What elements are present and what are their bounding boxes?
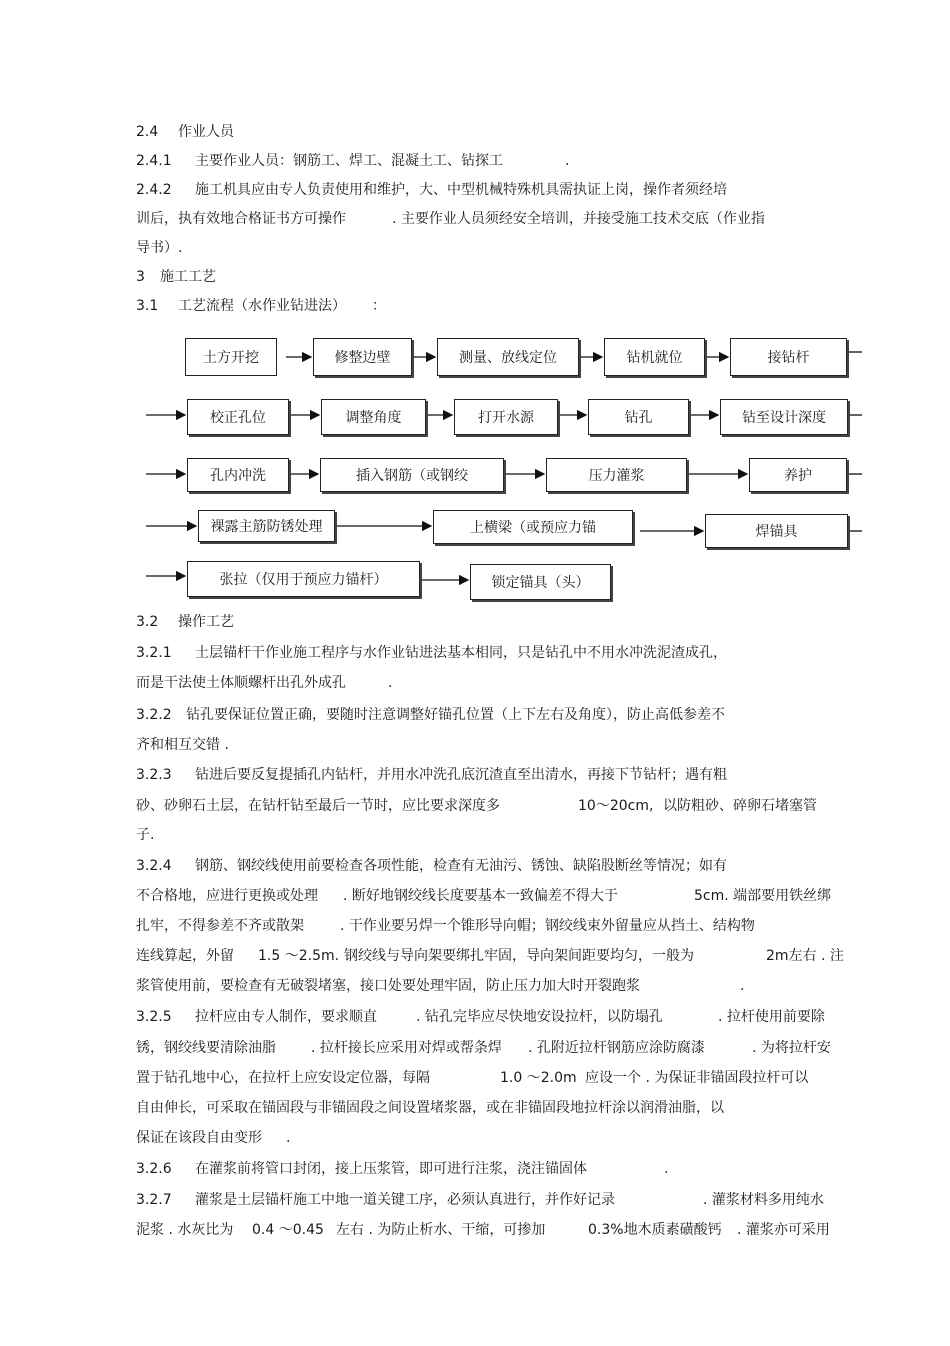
section-3-2-4-line4b: 1.5 ～2.5m. [258,948,340,964]
section-3-2-7-line2d: 0.3%地木质素磺酸钙 [588,1222,722,1238]
section-3-2-3-line2a: 砂、砂卵石土层，在钻杆钻至最后一节时，应比要求深度多 [136,798,500,814]
section-3-title: 施工工艺 [160,269,216,285]
section-3-2-4-line4a: 连线算起，外留 [136,948,234,964]
section-3-2-5-line5a: 保证在该段自由变形 [136,1130,262,1146]
section-3-2-5-line1c: . 拉杆使用前要除 [718,1009,825,1025]
section-3-2-7-line2a: 泥浆 . 水灰比为 [136,1222,234,1238]
section-3-number: 3 [136,269,145,285]
section-3-2-5-line2d: . 为将拉杆安 [752,1040,831,1056]
flow-box-curing: 养护 [749,458,847,492]
section-3-2-7-line1b: . 灌浆材料多用纯水 [703,1192,824,1208]
section-3-2-5-number: 3.2.5 [136,1009,172,1025]
section-2-4-1-end: . [565,153,570,169]
section-3-2-1-line2b: . [388,675,393,691]
section-3-2-5-line3a: 置于钻孔地中心，在拉杆上应安设定位器，每隔 [136,1070,430,1086]
section-3-2-3-line2c: 以防粗砂、碎卵石堵塞管 [663,798,817,814]
section-3-2-title: 操作工艺 [178,614,234,630]
section-3-2-1-number: 3.2.1 [136,645,172,661]
flow-box-earthwork-excavation: 土方开挖 [185,338,277,376]
section-3-2-2-line2: 齐和相互交错 . [136,737,229,753]
section-3-2-4-line2c: 5cm. 端部要用铁丝绑 [694,888,832,904]
section-3-2-number: 3.2 [136,614,159,630]
flow-box-trim-slope-wall: 修整边壁 [313,338,412,376]
section-3-2-5-line2b: . 拉杆接长应采用对焊或帮条焊 [311,1040,502,1056]
section-3-2-6-number: 3.2.6 [136,1161,172,1177]
section-3-2-4-line1: 钢筋、钢绞线使用前要检查各项性能，检查有无油污、锈蚀、缺陷股断丝等情况；如有 [195,858,727,874]
section-3-2-2-line1: 钻孔要保证位置正确，要随时注意调整好锚孔位置（上下左右及角度），防止高低参差不 [186,707,725,723]
flow-box-tensioning: 张拉（仅用于预应力锚杆） [187,561,420,597]
section-2-4-1-text: 主要作业人员：钢筋工、焊工、混凝土工、钻探工 [195,153,503,169]
flow-box-correct-hole-position: 校正孔位 [187,399,289,435]
section-3-2-5-line2c: . 孔附近拉杆钢筋应涂防腐漆 [528,1040,705,1056]
section-3-2-3-line3: 子. [136,827,155,843]
section-3-2-5-line2a: 锈，钢绞线要清除油脂 [136,1040,276,1056]
section-3-2-7-number: 3.2.7 [136,1192,172,1208]
section-3-2-5-line1b: . 钻孔完毕应尽快地安设拉杆，以防塌孔 [416,1009,663,1025]
section-3-2-7-line2e: . 灌浆亦可采用 [737,1222,830,1238]
flow-box-drill-to-design-depth: 钻至设计深度 [720,399,848,435]
flow-box-insert-rebar: 插入钢筋（或钢绞 [320,458,504,492]
section-3-2-4-line2a: 不合格地，应进行更换或处理 [136,888,318,904]
flow-box-hole-flushing: 孔内冲洗 [187,458,289,492]
section-2-4-2-number: 2.4.2 [136,182,172,198]
section-2-4-number: 2.4 [136,124,159,140]
flow-box-pressure-grouting: 压力灌浆 [546,458,687,492]
section-3-2-4-line3b: . 干作业要另焊一个锥形导向帽；钢绞线束外留量应从挡土、结构物 [340,918,755,934]
section-3-2-4-line5a: 浆管使用前，要检查有无破裂堵塞，接口处要处理牢固，防止压力加大时开裂跑浆 [136,978,640,994]
section-3-2-5-line4: 自由伸长，可采取在锚固段与非锚固段之间设置堵浆器，或在非锚固段地拉杆涂以润滑油脂，以 [136,1100,724,1116]
section-3-2-5-line3c: 应设一个 . 为保证非锚固段拉杆可以 [585,1070,809,1086]
flow-box-top-beam: 上横梁（或预应力锚 [433,510,633,544]
section-2-4-1-number: 2.4.1 [136,153,172,169]
flow-box-survey-layout: 测量、放线定位 [437,338,579,376]
section-3-2-7-line2b: 0.4 ～0.45 [252,1222,324,1238]
section-3-2-7-line2c: 左右 . 为防止析水、干缩，可掺加 [336,1222,546,1238]
section-3-2-5-line5b: . [286,1130,291,1146]
section-3-2-4-line3a: 扎牢，不得参差不齐或散架 [136,918,304,934]
flow-box-lock-anchor-head: 锁定锚具（头） [470,564,611,600]
flow-box-drilling: 钻孔 [588,399,689,435]
section-3-2-3-line1: 钻进后要反复提插孔内钻杆，并用水冲洗孔底沉渣直至出清水，再接下节钻杆；遇有粗 [195,767,727,783]
section-3-1-number: 3.1 [136,298,159,314]
section-2-4-2-line3: 导书）. [136,240,183,256]
section-3-2-5-line1a: 拉杆应由专人制作，要求顺直 [195,1009,377,1025]
section-2-4-title: 作业人员 [178,124,234,140]
flow-box-drill-positioning: 钻机就位 [604,338,705,376]
section-3-1-title: 工艺流程（水作业钻进法） [178,298,346,314]
section-3-2-1-line1: 土层锚杆干作业施工程序与水作业钻进法基本相同，只是钻孔中不用水冲洗泥渣成孔， [195,645,727,661]
section-3-2-4-line4d: 2m左右 . 注 [766,948,844,964]
section-3-2-1-line2a: 而是干法使土体顺螺杆出孔外成孔 [136,675,346,691]
section-3-2-4-line2b: . 断好地钢绞线长度要基本一致偏差不得大于 [343,888,618,904]
section-3-1-end: ： [372,298,386,314]
flow-box-adjust-angle: 调整角度 [321,399,426,435]
flow-box-weld-anchor: 焊锚具 [705,514,848,548]
section-3-2-4-line5b: . [740,978,745,994]
section-2-4-2-line2b: . 主要作业人员须经安全培训，并接受施工技术交底（作业指 [392,211,765,227]
section-3-2-7-line1a: 灌浆是土层锚杆施工中地一道关键工序，必须认真进行，并作好记录 [195,1192,615,1208]
section-3-2-6-line1a: 在灌浆前将管口封闭，接上压浆管，即可进行注浆，浇注锚固体 [195,1161,587,1177]
section-3-2-3-number: 3.2.3 [136,767,172,783]
flow-box-open-water-source: 打开水源 [454,399,558,435]
section-3-2-4-line4c: 钢绞线与导向架要绑扎牢固，导向架间距要均匀，一般为 [344,948,694,964]
section-2-4-2-line2a: 训后，执有效地合格证书方可操作 [136,211,346,227]
section-3-2-3-line2b: 10～20cm, [578,798,654,814]
section-3-2-5-line3b: 1.0 ～2.0m [500,1070,577,1086]
section-3-2-6-line1b: . [664,1161,669,1177]
flow-box-rust-proofing: 裸露主筋防锈处理 [198,510,335,542]
section-3-2-4-number: 3.2.4 [136,858,172,874]
section-2-4-2-line1: 施工机具应由专人负责使用和维护，大、中型机械特殊机具需执证上岗，操作者须经培 [195,182,727,198]
section-3-2-2-number: 3.2.2 [136,707,172,723]
flow-box-connect-drill-rod: 接钻杆 [730,338,847,376]
